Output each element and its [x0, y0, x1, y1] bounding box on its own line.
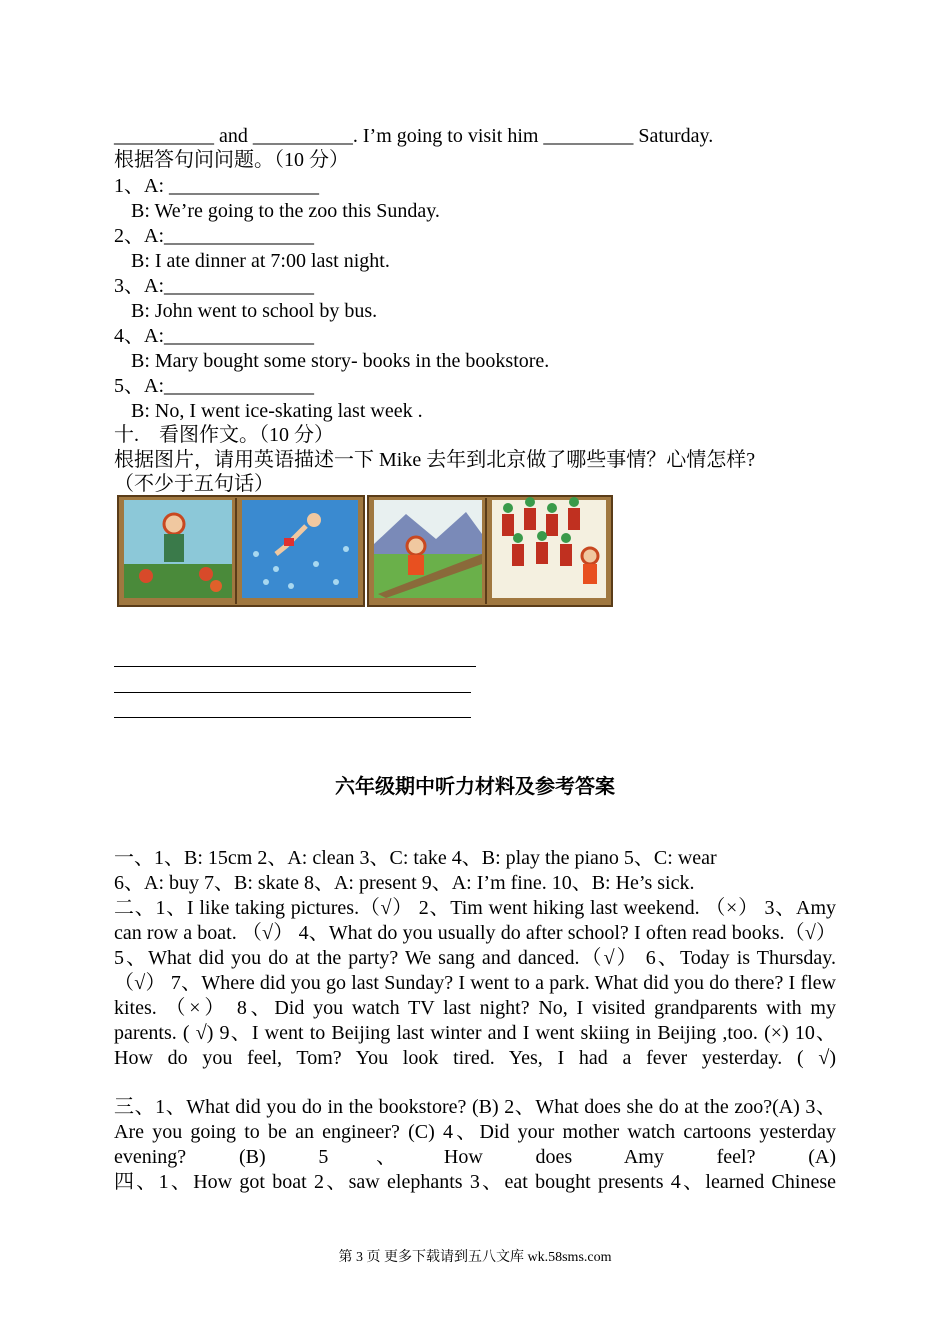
section-10-instruction: 根据图片，请用英语描述一下 Mike 去年到北京做了哪些事情？心情怎样? — [114, 449, 756, 471]
answers-part-1-line-2: 6、A: buy 7、B: skate 8、A: present 9、A: I’m fine. 10、B: He’s sick. — [114, 872, 695, 894]
q3-b: B: John went to school by bus. — [131, 300, 378, 322]
answers-part-2 — [114, 896, 836, 1071]
q1-a: 1、A: _______________ — [114, 175, 319, 197]
fill-blank-line: __________ and __________. I’m going to visit him _________ Saturday. — [114, 125, 714, 147]
answers-part-4 — [114, 1170, 836, 1195]
section-10-heading: 十. 看图作文。（10 分） — [114, 424, 334, 446]
answers-title: 六年级期中听力材料及参考答案 — [335, 774, 615, 798]
answer-line-2[interactable] — [114, 692, 471, 693]
answer-line-3[interactable] — [114, 717, 471, 718]
section-10-note: （不少于五句话） — [114, 473, 274, 495]
q2-b: B: I ate dinner at 7:00 last night. — [131, 250, 390, 272]
section-9-heading: 根据答句问问题。（10 分） — [114, 149, 349, 171]
answers-part-3 — [114, 1095, 836, 1170]
picture-story-illustration — [116, 494, 614, 610]
q1-b: B: We’re going to the zoo this Sunday. — [131, 200, 440, 222]
page-swimming — [242, 500, 358, 598]
q5-a: 5、A:_______________ — [114, 375, 314, 397]
answers-part-2-text: 二、1、I like taking pictures.（√） 2、Tim went hiking last weekend. （×） 3、Amy can row a boat. （√） 4、What do you usually do after school? I often read books.（√） 5、What did you do at the party? We sang and danced.（√） 6、Today is Thursday. （√） 7、Where did you go last Sunday? I went to a park. What did you do there? I flew kites. （×） 8、Did you watch TV last night? No, I visited grandparents with my parents. ( √) 9、I went to Beijing last winter and I went skiing in Beijing ,too. (×) 10、How do you feel, Tom? You look tired. Yes, I had a fever yesterday. ( √) — [114, 897, 836, 1069]
answers-part-3-text: 三、1、What did you do in the bookstore? (B) 2、What does she do at the zoo?(A) 3、Are you going to be an engineer? (C) 4、Did your mother watch cartoons yesterday evening? (B) 5、How does Amy feel? (A) — [114, 1096, 836, 1168]
q5-b: B: No, I went ice-skating last week . — [131, 400, 423, 422]
q3-a: 3、A:_______________ — [114, 275, 314, 297]
answer-line-1[interactable] — [114, 666, 476, 667]
q4-a: 4、A:_______________ — [114, 325, 314, 347]
q4-b: B: Mary bought some story- books in the bookstore. — [131, 350, 550, 372]
q2-a: 2、A:_______________ — [114, 225, 314, 247]
answers-part-4-text: 四、1、How got boat 2、saw elephants 3、eat bought presents 4、learned Chinese — [114, 1171, 836, 1193]
answers-part-1-line-1: 一、1、B: 15cm 2、A: clean 3、C: take 4、B: play the piano 5、C: wear — [114, 847, 717, 869]
page-footer: 第 3 页 更多下载请到五八文库 wk.58sms.com — [338, 1250, 612, 1265]
